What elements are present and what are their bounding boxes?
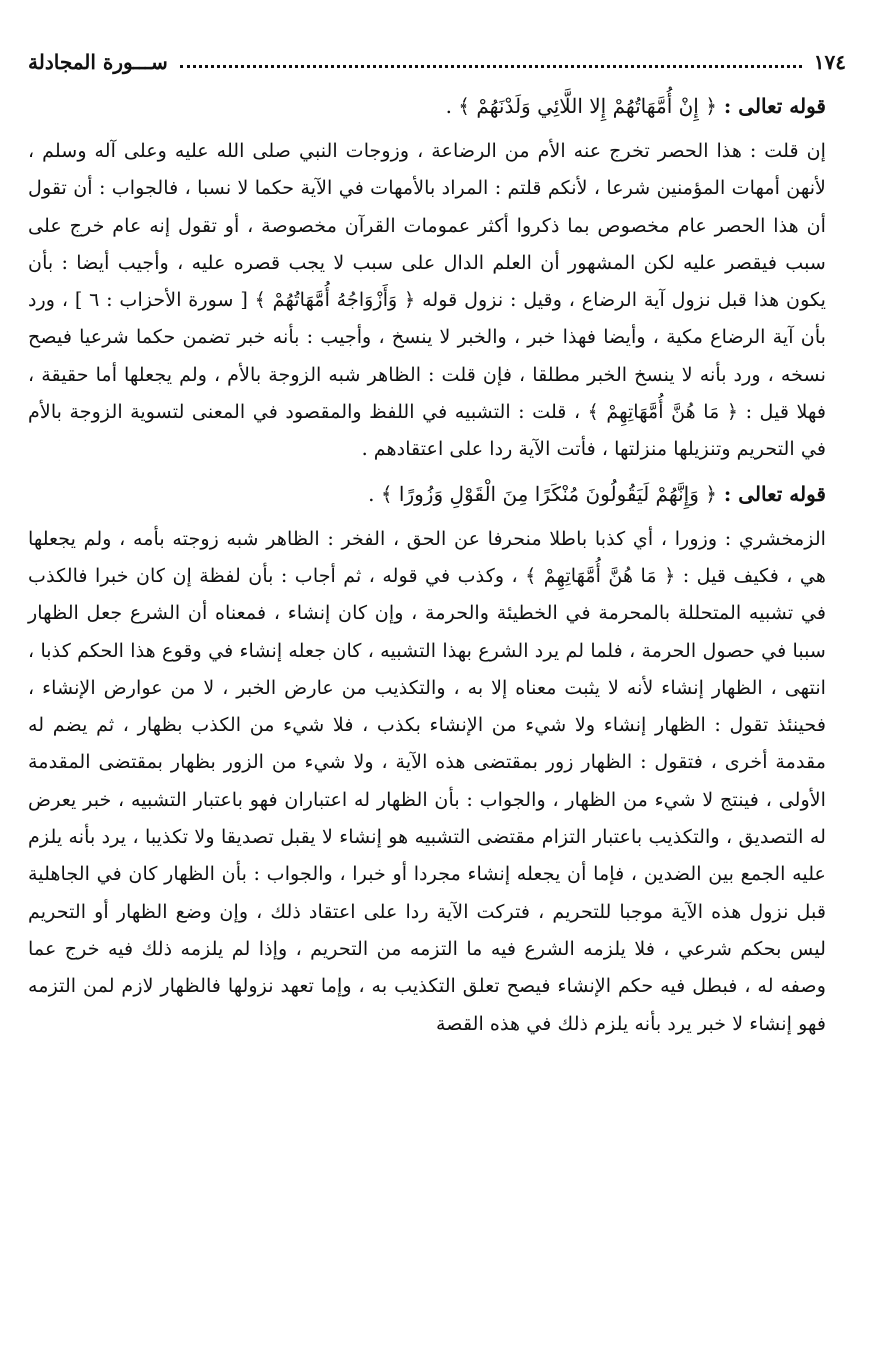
commentary-paragraph-2: الزمخشري : وزورا ، أي كذبا باطلا منحرفا عن الحق ، الفخر : الظاهر شبه زوجته بأمه ، ولم يجعلها هي ، فكيف قيل : ﴿ مَا هُنَّ أُمَّهَاتِهِمْ ﴾ ، وكذب في قوله ، ثم أجاب : بأن لفظة إن كان خبرا فالكذب في تشبيه المتحللة بالمحرمة في الخطيئة والحرمة ، وإن كان إنشاء ، فمعناه أن الشرع جعل الظهار سببا في حصول الحرمة ، فلما لم يرد الشرع بهذا التشبيه ، كان جعله إنشاء في وقوع هذا الحكم كذبا ، انتهى ، الظهار إنشاء لأنه لا يثبت معناه إلا به ، والتكذيب من عارض الخبر ، لا من عوارض الإنشاء ، فحينئذ تقول : الظهار إنشاء ولا شيء من الإنشاء بكذب ، فلا شيء من الكذب بظهار ، ثم يضم له مقدمة أخرى ، فتقول : الظهار زور بمقتضى هذه الآية ، ولا شيء من الزور بظهار بمقتضى المقدمة الأولى ، فينتج لا شيء من الظهار ، والجواب : بأن الظهار له اعتباران فهو باعتبار التشبيه ، خبر يعرض له التصديق ، والتكذيب باعتبار التزام مقتضى التشبيه هو إنشاء لا يقبل تصديقا ولا تكذيبا ، يرد بأنه يلزم عليه الجمع بين الضدين ، فإما أن يجعله إنشاء مجردا أو خبرا ، والجواب : بأن الظهار كان في الجاهلية قبل نزول هذه الآية موجبا للتحريم ، فتركت الآية ردا على اعتقاد ذلك ، وإن وضع الظهار أو التحريم ليس بحكم شرعي ، فلا يلزمه الشرع فيه ما التزمه من التحريم ، وإذا لم يلزمه ذلك فيه خرج عما وصفه له ، فبطل فيه حكم الإنشاء فيصح تعلق التكذيب به ، وإما تعهد نزولها فالظهار لازم لمن التزمه فهو إنشاء لا خبر يرد بأنه يلزم ذلك في هذه القصة (28, 526, 826, 1035)
verse-heading-1 (28, 86, 846, 126)
running-header (28, 42, 846, 82)
header-dotted-rule (180, 65, 802, 68)
page-number: ١٧٤ (813, 50, 846, 74)
verse-intro-2: قوله تعالى : (716, 481, 826, 506)
verse-quote-1: ﴿ إِنْ أُمَّهَاتُهُمْ إِلا اللَّائِي وَلَدْنَهُمْ ﴾ . (445, 94, 717, 118)
verse-intro-1: قوله تعالى : (716, 94, 826, 118)
page (28, 42, 846, 1042)
verse-heading-2 (28, 474, 846, 514)
verse-quote-2: ﴿ وَإِنَّهُمْ لَيَقُولُونَ مُنْكَرًا مِنَ الْقَوْلِ وَزُورًا ﴾ . (368, 481, 717, 506)
surah-title: ســـورة المجادلة (28, 50, 168, 74)
commentary-paragraph-1: إن قلت : هذا الحصر تخرج عنه الأم من الرضاعة ، وزوجات النبي صلى الله عليه وعلى آله وسلم ، لأنهن أمهات المؤمنين شرعا ، لأنكم قلتم : المراد بالأمهات في الآية حكما لا نسبا ، فالجواب : أن تقول أن هذا الحصر عام مخصوص بما ذكروا أكثر عمومات القرآن مخصوصة ، أو تقول إنه عام خرج على سبب فيقصر عليه لكن المشهور أن العلم الدال على سبب لا يجب قصره عليه ، وأجيب أيضا : بأن يكون هذا قبل نزول آية الرضاع ، وقيل : نزول قوله ﴿ وَأَزْوَاجُهُ أُمَّهَاتُهُمْ ﴾ [ سورة الأحزاب : ٦ ] ، ورد بأن آية الرضاع مكية ، وأيضا فهذا خبر ، والخبر لا ينسخ ، وأجيب : بأنه خبر تضمن حكما شرعيا فيصح نسخه ، ورد بأنه لا ينسخ الخبر مطلقا ، فإن قلت : الظاهر شبه الزوجة بالأم ، ولم يجعلها أما حقيقة ، فهلا قيل : ﴿ مَا هُنَّ أُمَّهَاتِهِمْ ﴾ ، قلت : التشبيه في اللفظ والمقصود في المعنى لتسوية الزوجة بالأم في التحريم وتنزيلها منزلتها ، فأتت الآية ردا على اعتقادهم . (28, 139, 826, 461)
